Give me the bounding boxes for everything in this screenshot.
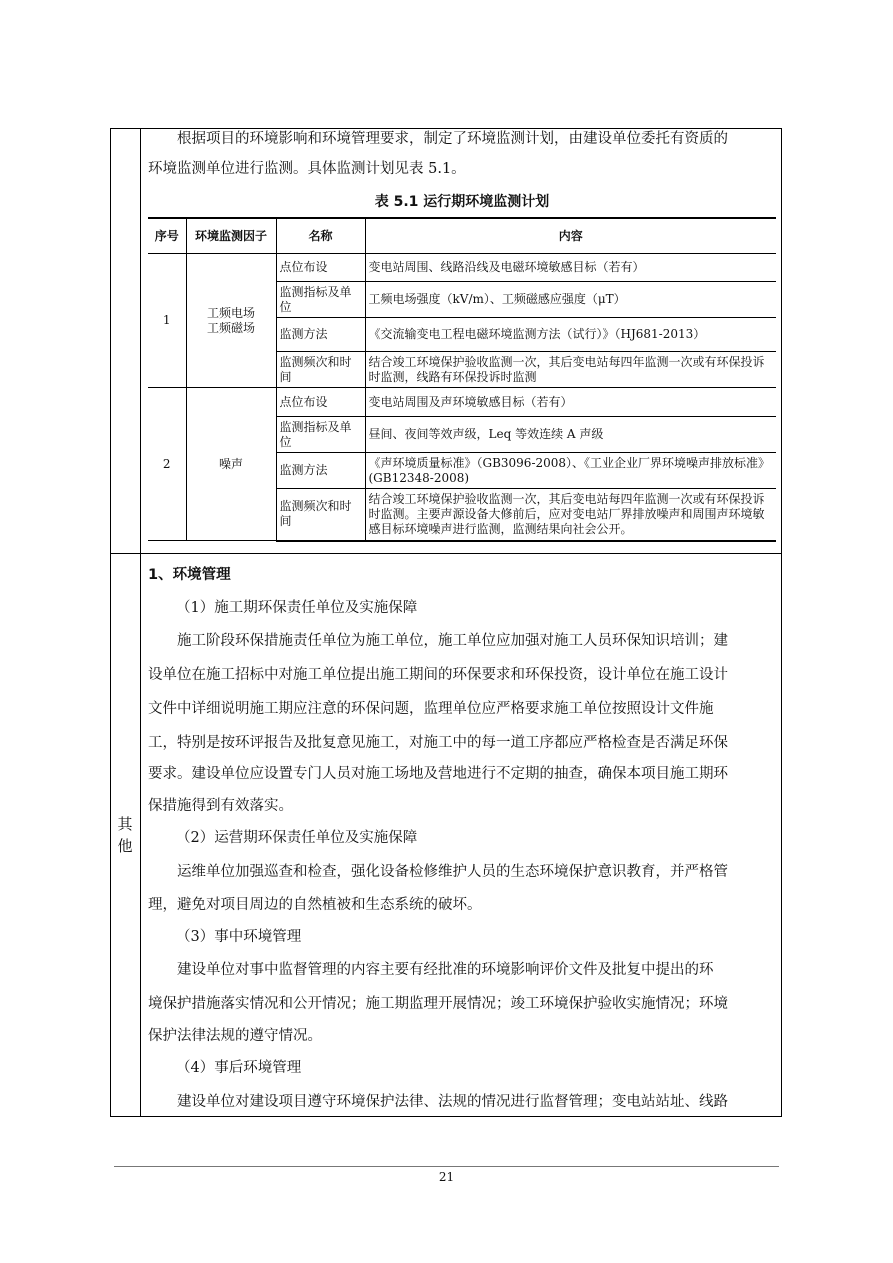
side-label <box>110 813 140 857</box>
subheading-4: （4）事后环境管理 <box>176 1060 302 1076</box>
side-label-text: 其他 <box>117 815 133 855</box>
row-name: 监测方法 <box>276 453 365 489</box>
row-name: 监测频次和时间 <box>276 352 365 388</box>
row-name: 监测频次和时间 <box>276 489 365 541</box>
row-name: 监测方法 <box>276 318 365 352</box>
para-1-line-2: 设单位在施工招标中对施工单位提出施工期间的环保要求和环保投资，设计单位在施工设计 <box>148 667 728 683</box>
header-factor: 环境监测因子 <box>186 218 276 254</box>
para-1-line-1: 施工阶段环保措施责任单位为施工单位，施工单位应加强对施工人员环保知识培训；建 <box>177 633 728 649</box>
group-1-factor <box>186 254 276 388</box>
row-content: 《声环境质量标准》（GB3096-2008）、《工业企业厂界环境噪声排放标准》(GB12348-2008) <box>365 453 776 489</box>
row-content: 变电站周围及声环境敏感目标（若有） <box>365 388 776 417</box>
subheading-1: （1）施工期环保责任单位及实施保障 <box>176 600 418 616</box>
para-4-line-1: 建设单位对建设项目遵守环境保护法律、法规的情况进行监督管理；变电站站址、线路 <box>177 1094 728 1110</box>
para-1-line-3: 文件中详细说明施工期应注意的环保问题，监理单位应严格要求施工单位按照设计文件施 <box>148 701 714 717</box>
para-2-line-1: 运维单位加强巡查和检查，强化设备检修维护人员的生态环境保护意识教育，并严格管 <box>177 864 728 880</box>
table-caption: 表 5.1 运行期环境监测计划 <box>374 194 550 210</box>
row-name: 监测指标及单位 <box>276 417 365 453</box>
subheading-3: （3）事中环境管理 <box>176 929 302 945</box>
para-1-line-6: 保措施得到有效落实。 <box>148 798 293 814</box>
footer-divider <box>114 1166 779 1167</box>
header-content: 内容 <box>365 218 776 254</box>
para-1-line-4: 工，特别是按环评报告及批复意见施工，对施工中的每一道工序都应严格检查是否满足环保 <box>148 735 728 751</box>
group-2-factor <box>186 388 276 541</box>
group-2-factor-line1: 噪声 <box>218 456 243 471</box>
section-heading: 1、环境管理 <box>148 567 231 583</box>
table-row <box>148 254 776 282</box>
intro-line-2: 环境监测单位进行监测。具体监测计划见表 5.1。 <box>148 161 466 177</box>
group-1-no: 1 <box>148 254 186 388</box>
row-name: 点位布设 <box>276 388 365 417</box>
row-content: 结合竣工环境保护验收监测一次，其后变电站每四年监测一次或有环保投诉时监测，线路有环保投诉时监测 <box>365 352 776 388</box>
page-number: 21 <box>438 1170 455 1184</box>
group-1-factor-line1: 工频电场 <box>206 305 255 320</box>
subheading-2: （2）运营期环保责任单位及实施保障 <box>176 830 418 846</box>
para-3-line-3: 保护法律法规的遵守情况。 <box>148 1028 322 1044</box>
para-2-line-2: 理，避免对项目周边的自然植被和生态系统的破坏。 <box>148 897 482 913</box>
row-content: 工频电场强度（kV/m）、工频磁感应强度（μT） <box>365 282 776 318</box>
row-content: 昼间、夜间等效声级，Leq 等效连续 A 声级 <box>365 417 776 453</box>
group-1-factor-line2: 工频磁场 <box>206 320 255 335</box>
header-name: 名称 <box>276 218 365 254</box>
row-content: 变电站周围、线路沿线及电磁环境敏感目标（若有） <box>365 254 776 282</box>
monitoring-plan-table <box>148 217 776 542</box>
row-name: 点位布设 <box>276 254 365 282</box>
row-content: 《交流输变电工程电磁环境监测方法（试行）》（HJ681-2013） <box>365 318 776 352</box>
frame-divider-vertical <box>140 129 141 1116</box>
intro-line-1: 根据项目的环境影响和环境管理要求，制定了环境监测计划，由建设单位委托有资质的 <box>177 131 728 147</box>
group-2-no: 2 <box>148 388 186 541</box>
row-name: 监测指标及单位 <box>276 282 365 318</box>
para-3-line-2: 境保护措施落实情况和公开情况；施工期监理开展情况；竣工环境保护验收实施情况；环境 <box>148 996 728 1012</box>
table-row <box>148 388 776 417</box>
row-content: 结合竣工环境保护验收监测一次，其后变电站每四年监测一次或有环保投诉时监测。主要声源设备大修前后，应对变电站厂界排放噪声和周围声环境敏感目标环境噪声进行监测，监测结果向社会公开。 <box>365 489 776 541</box>
frame-divider-horizontal <box>111 553 781 554</box>
para-3-line-1: 建设单位对事中监督管理的内容主要有经批准的环境影响评价文件及批复中提出的环 <box>177 962 714 978</box>
para-1-line-5: 要求。建设单位应设置专门人员对施工场地及营地进行不定期的抽查，确保本项目施工期环 <box>148 766 728 782</box>
header-no: 序号 <box>148 218 186 254</box>
table-header-row <box>148 218 776 254</box>
